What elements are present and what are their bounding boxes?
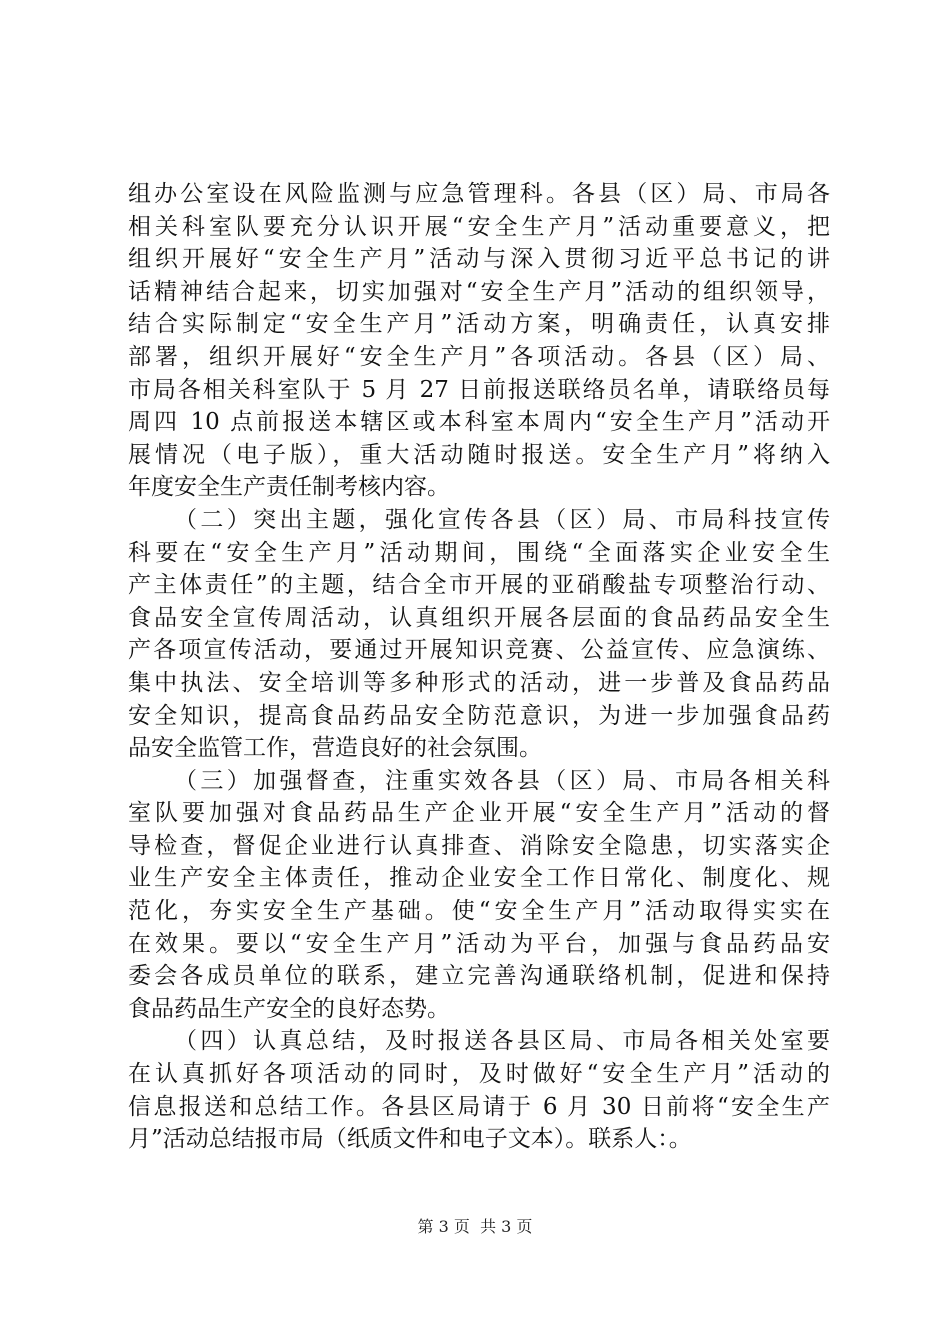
- page-number-label: 第 3 页 共 3 页: [417, 1217, 533, 1236]
- text-line: 月”活动总结报市局（纸质文件和电子文本）。联系人：。: [128, 1126, 692, 1153]
- text-line: 品安全监管工作，营造良好的社会氛围。: [128, 735, 542, 762]
- text-line: 相关科室队要充分认识开展“安全生产月”活动重要意义，把: [128, 213, 830, 240]
- text-line: 科要在“安全生产月”活动期间，围绕“全面落实企业安全生: [128, 539, 830, 566]
- text-line: 信息报送和总结工作。各县区局请于 6 月 30 日前将“安全生产: [128, 1093, 830, 1120]
- text-line: 室队要加强对食品药品生产企业开展“安全生产月”活动的督: [128, 800, 830, 827]
- text-line: 周四 10 点前报送本辖区或本科室本周内“安全生产月”活动开: [128, 409, 830, 436]
- text-line: 导检查，督促企业进行认真排查、消除安全隐患，切实落实企: [128, 832, 830, 859]
- text-line: （二）突出主题，强化宣传各县（区）局、市局科技宣传: [174, 506, 830, 533]
- text-line: 展情况（电子版），重大活动随时报送。安全生产月”将纳入: [128, 441, 830, 468]
- page-footer: [0, 1217, 950, 1237]
- text-line: 在效果。要以“安全生产月”活动为平台，加强与食品药品安: [128, 930, 830, 957]
- text-line: 组织开展好“安全生产月”活动与深入贯彻习近平总书记的讲: [128, 246, 830, 273]
- text-line: 年度安全生产责任制考核内容。: [128, 474, 450, 501]
- text-line: 部署，组织开展好“安全生产月”各项活动。各县（区）局、: [128, 343, 830, 370]
- text-line: 业生产安全主体责任，推动企业安全工作日常化、制度化、规: [128, 865, 830, 892]
- text-line: 委会各成员单位的联系，建立完善沟通联络机制，促进和保持: [128, 963, 830, 990]
- text-line: 集中执法、安全培训等多种形式的活动，进一步普及食品药品: [128, 669, 830, 696]
- text-line: 食品药品生产安全的良好态势。: [128, 995, 450, 1022]
- text-line: 安全知识，提高食品药品安全防范意识，为进一步加强食品药: [128, 702, 830, 729]
- text-line: 在认真抓好各项活动的同时，及时做好“安全生产月”活动的: [128, 1061, 830, 1088]
- document-body: [128, 178, 830, 1156]
- text-line: （四）认真总结，及时报送各县区局、市局各相关处室要: [174, 1028, 830, 1055]
- text-line: 食品安全宣传周活动，认真组织开展各层面的食品药品安全生: [128, 604, 830, 631]
- text-line: 组办公室设在风险监测与应急管理科。各县（区）局、市局各: [128, 181, 830, 207]
- text-line: 话精神结合起来，切实加强对“安全生产月”活动的组织领导，: [128, 278, 830, 305]
- text-line: 结合实际制定“安全生产月”活动方案，明确责任，认真安排: [128, 311, 830, 338]
- text-line: 产各项宣传活动，要通过开展知识竞赛、公益宣传、应急演练、: [128, 637, 830, 664]
- text-line: （三）加强督查，注重实效各县（区）局、市局各相关科: [174, 767, 830, 794]
- text-line: 市局各相关科室队于 5 月 27 日前报送联络员名单，请联络员每: [128, 376, 830, 403]
- text-line: 范化，夯实安全生产基础。使“安全生产月”活动取得实实在: [128, 898, 830, 925]
- text-line: 产主体责任”的主题，结合全市开展的亚硝酸盐专项整治行动、: [128, 572, 830, 599]
